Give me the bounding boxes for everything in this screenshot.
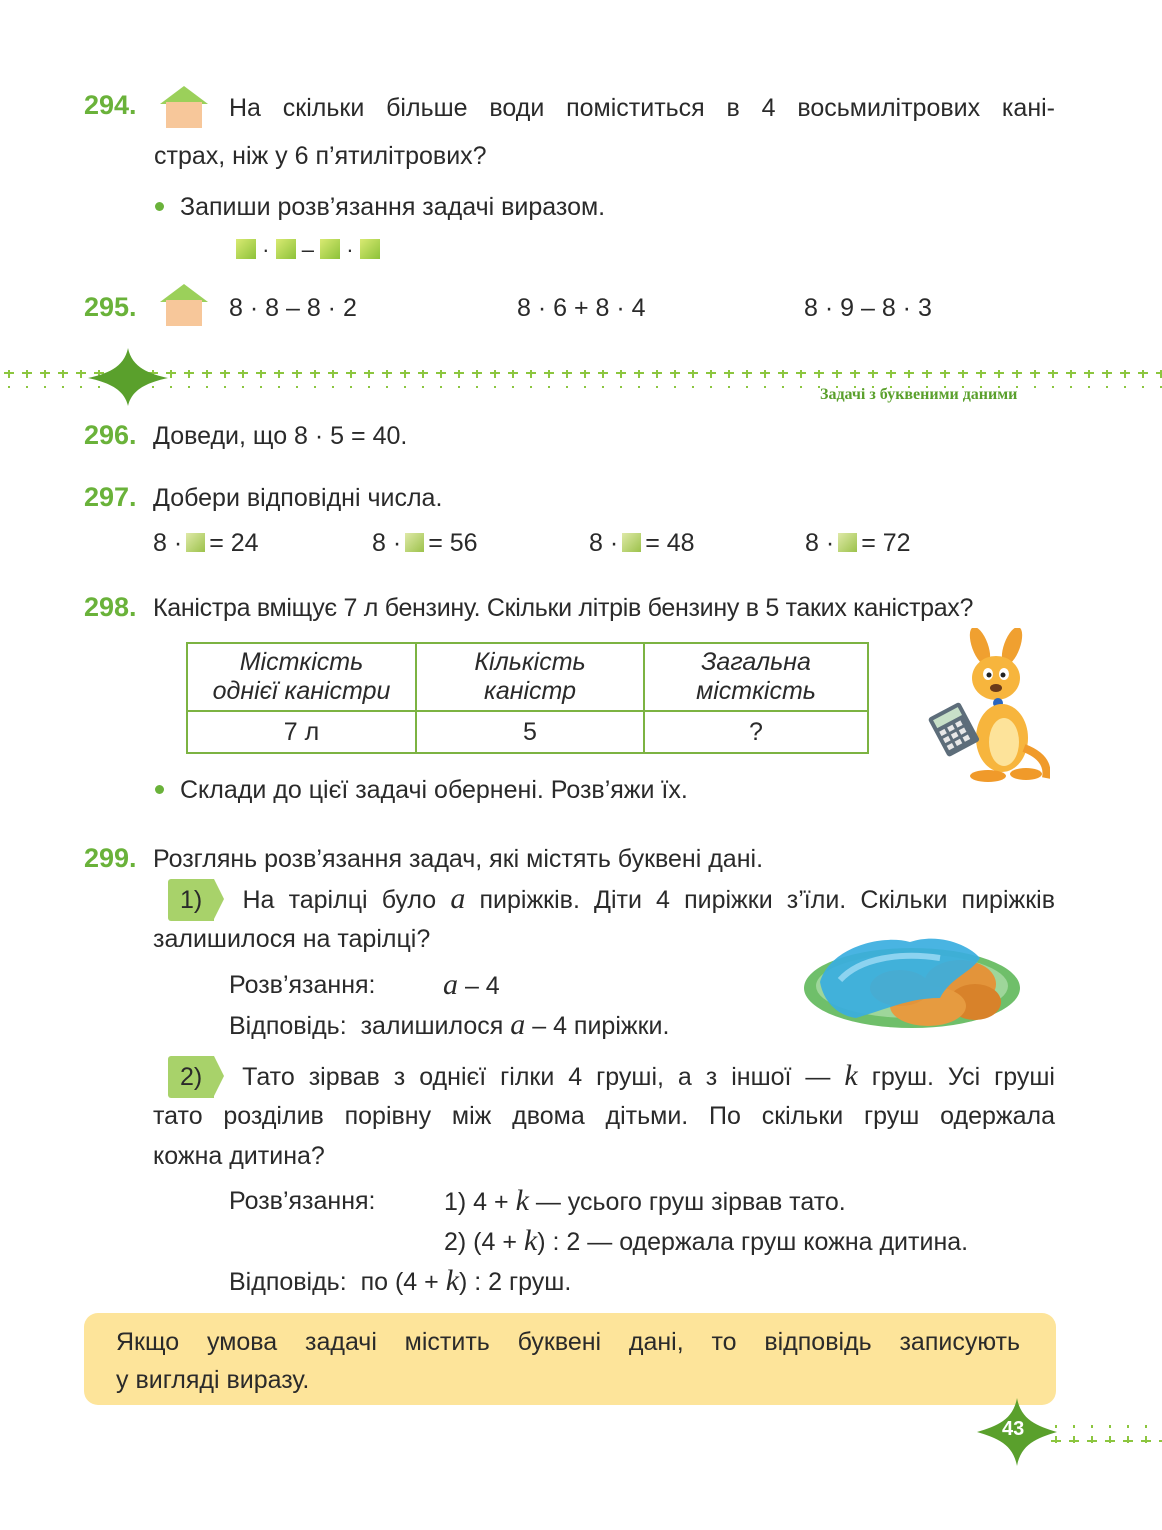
minus-sign: – xyxy=(301,237,314,262)
equation-item xyxy=(153,523,259,563)
table-header-row xyxy=(187,643,868,711)
problem-number-298: 298. xyxy=(84,592,137,622)
task-2-solution-label: Розв’язання: xyxy=(229,1187,376,1215)
table-cell: 7 л xyxy=(187,711,416,753)
problem-number-299: 299. xyxy=(84,843,137,873)
task-1-line1: 1) На тарілці було a пиріжків. Діти 4 пиріжки з’їли. Скільки пиріжків xyxy=(168,879,1055,921)
bullet-text: Склади до цієї задачі обернені. Розв’яжи їх. xyxy=(180,776,688,804)
problem-number-296: 296. xyxy=(84,420,137,450)
bullet-icon xyxy=(155,202,164,211)
expression-template xyxy=(236,236,380,264)
task-2-line2: тато розділив порівну між двома дітьми. По скільки груш одержала xyxy=(153,1102,1055,1130)
rule-line1: Якщо умова задачі містить буквені дані, то відповідь записують xyxy=(116,1328,1020,1356)
task-2-step1: 1) 4 + k — усього груш зірвав тато. xyxy=(444,1184,846,1217)
problem-299-text: Розглянь розв’язання задач, які містять буквені дані. xyxy=(153,845,764,873)
equation-item xyxy=(589,523,695,563)
blank-square-icon xyxy=(186,533,205,552)
blank-square-icon xyxy=(276,239,296,259)
problem-295-expr3: 8 · 9 – 8 · 3 xyxy=(804,294,932,322)
problem-294-line1: На скільки більше води поміститься в 4 восьмилітрових кані- xyxy=(229,94,1055,122)
table-header-cell: Загальна місткість xyxy=(644,643,868,711)
task-2-step2: 2) (4 + k) : 2 — одержала груш кожна дитина. xyxy=(444,1224,969,1257)
blank-square-icon xyxy=(622,533,641,552)
house-icon xyxy=(158,282,210,328)
equation-item xyxy=(805,523,911,563)
task-number-tag: 1) xyxy=(168,879,214,921)
dot-sign: · xyxy=(262,237,270,262)
task-2-line1: 2) Тато зірвав з однієї гілки 4 груші, а з іншої — k груш. Усі груші xyxy=(168,1056,1055,1098)
problem-295-expr1: 8 · 8 – 8 · 2 xyxy=(229,294,357,322)
equation-right: = 56 xyxy=(428,529,478,557)
equation-right: = 24 xyxy=(209,529,259,557)
blank-square-icon xyxy=(320,239,340,259)
problem-number-295: 295. xyxy=(84,292,137,322)
problem-number-294: 294. xyxy=(84,90,137,120)
dot-sign: · xyxy=(346,237,354,262)
task-1-solution-label: Розв’язання: xyxy=(229,971,376,999)
bullet-icon xyxy=(155,785,164,794)
section-title: Задачі з буквеними даними xyxy=(820,386,1018,403)
equation-right: = 72 xyxy=(861,529,911,557)
variable-k: k xyxy=(844,1059,858,1092)
blank-square-icon xyxy=(405,533,424,552)
data-table xyxy=(186,642,869,754)
blank-square-icon xyxy=(360,239,380,259)
equation-left: 8 · xyxy=(805,529,835,557)
task-1-solution: a – 4 xyxy=(443,968,500,1001)
equation-item xyxy=(372,523,478,563)
house-icon xyxy=(158,84,210,130)
page-number: 43 xyxy=(1002,1418,1025,1440)
problem-295-expr2: 8 · 6 + 8 · 4 xyxy=(517,294,646,322)
bullet-text: Запиши розв’язання задачі виразом. xyxy=(180,193,606,221)
problem-297-text: Добери відповідні числа. xyxy=(153,484,443,512)
equation-left: 8 · xyxy=(153,529,183,557)
problem-number-297: 297. xyxy=(84,482,137,512)
problem-298-text: Каністра вміщує 7 л бензину. Скільки літрів бензину в 5 таких каністрах? xyxy=(153,594,974,622)
table-header-cell: Місткість однієї каністри xyxy=(187,643,416,711)
task-2-answer: Відповідь: по (4 + k) : 2 груш. xyxy=(229,1264,572,1297)
plate-with-pies-illustration xyxy=(800,928,1022,1036)
task-1-answer: Відповідь: залишилося a – 4 пиріжки. xyxy=(229,1008,670,1041)
task-1-line2: залишилося на тарілці? xyxy=(153,925,431,953)
task-number-tag: 2) xyxy=(168,1056,214,1098)
kangaroo-with-calculator-illustration xyxy=(928,628,1050,784)
equation-right: = 48 xyxy=(645,529,695,557)
problem-294-line2: страх, ніж у 6 п’ятилітрових? xyxy=(154,142,487,170)
table-cell: 5 xyxy=(416,711,644,753)
table-row xyxy=(187,711,868,753)
task-2-line3: кожна дитина? xyxy=(153,1142,325,1170)
equation-left: 8 · xyxy=(372,529,402,557)
table-cell: ? xyxy=(644,711,868,753)
table-header-cell: Кількість каністр xyxy=(416,643,644,711)
problem-294-bullet xyxy=(155,187,605,227)
problem-296-text: Доведи, що 8 · 5 = 40. xyxy=(153,422,408,450)
problem-298-bullet xyxy=(155,770,688,810)
blank-square-icon xyxy=(838,533,857,552)
rule-line2: у вигляді виразу. xyxy=(116,1366,310,1394)
variable-a: a xyxy=(450,882,466,915)
equation-left: 8 · xyxy=(589,529,619,557)
blank-square-icon xyxy=(236,239,256,259)
